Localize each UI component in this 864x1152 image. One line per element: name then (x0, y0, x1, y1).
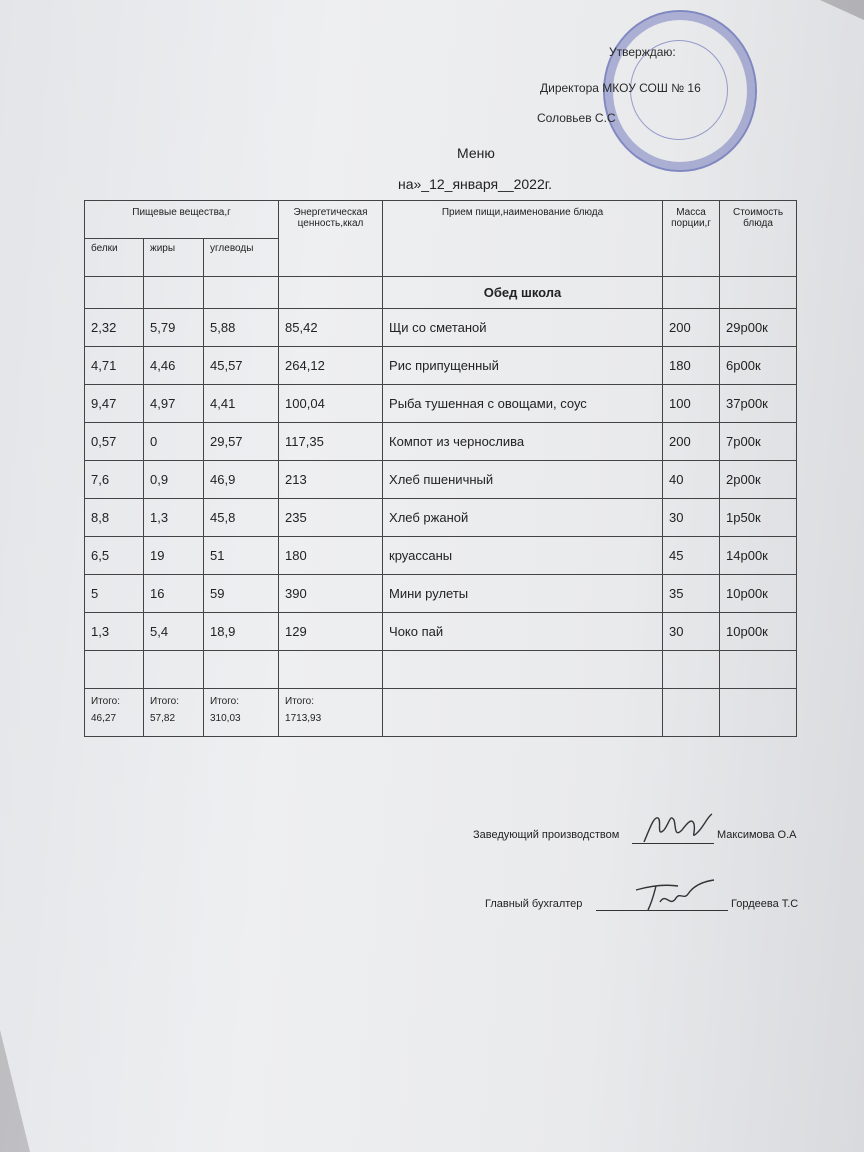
accountant-name: Гордеева Т.С (731, 898, 799, 910)
carbs-cell: 59 (204, 575, 279, 613)
dish-cell: Компот из чернослива (383, 423, 663, 461)
dish-cell: Хлеб пшеничный (383, 461, 663, 499)
cost-cell: 37р00к (720, 385, 797, 423)
carbs-cell: 45,57 (204, 347, 279, 385)
table-row (85, 499, 797, 537)
proteins-cell: 4,71 (85, 347, 144, 385)
fats-cell: 0 (144, 423, 204, 461)
fats-cell: 16 (144, 575, 204, 613)
fats-cell: 0,9 (144, 461, 204, 499)
cost-cell: 10р00к (720, 613, 797, 651)
header-dish: Прием пищи,наименование блюда (383, 201, 663, 277)
accountant-role: Главный бухгалтер (485, 898, 583, 910)
dish-cell: Рис припущенный (383, 347, 663, 385)
cost-cell: 2р00к (720, 461, 797, 499)
header-mass: Масса порции,г (663, 201, 720, 277)
proteins-cell: 0,57 (85, 423, 144, 461)
dish-cell: Чоко пай (383, 613, 663, 651)
carbs-cell: 29,57 (204, 423, 279, 461)
header-cost: Стоимость блюда (720, 201, 797, 277)
fats-cell: 1,3 (144, 499, 204, 537)
section-title: Обед школа (383, 277, 663, 309)
energy-cell: 213 (279, 461, 383, 499)
dish-cell: круассаны (383, 537, 663, 575)
director-position: Директора МКОУ СОШ № 16 (540, 81, 701, 95)
cost-cell: 1р50к (720, 499, 797, 537)
header-energy: Энергетическая ценность,ккал (279, 201, 383, 277)
header-fats: жиры (144, 239, 204, 277)
proteins-cell: 6,5 (85, 537, 144, 575)
mass-cell: 40 (663, 461, 720, 499)
table-row (85, 347, 797, 385)
menu-table (84, 200, 797, 737)
document-date: на»_12_января__2022г. (398, 176, 553, 192)
energy-cell: 390 (279, 575, 383, 613)
mass-cell: 35 (663, 575, 720, 613)
energy-cell: 264,12 (279, 347, 383, 385)
energy-cell: 235 (279, 499, 383, 537)
carbs-cell: 4,41 (204, 385, 279, 423)
carbs-cell: 46,9 (204, 461, 279, 499)
dish-cell: Рыба тушенная с овощами, соус (383, 385, 663, 423)
mass-cell: 30 (663, 499, 720, 537)
accountant-signature (630, 878, 720, 914)
total-energy: Итого: 1713,93 (279, 689, 383, 737)
carbs-cell: 5,88 (204, 309, 279, 347)
production-signature (640, 808, 718, 848)
proteins-cell: 1,3 (85, 613, 144, 651)
energy-cell: 129 (279, 613, 383, 651)
cost-cell: 29р00к (720, 309, 797, 347)
mass-cell: 30 (663, 613, 720, 651)
table-row (85, 575, 797, 613)
proteins-cell: 9,47 (85, 385, 144, 423)
empty-row (85, 651, 797, 689)
approve-label: Утверждаю: (609, 45, 676, 59)
energy-cell: 100,04 (279, 385, 383, 423)
energy-cell: 117,35 (279, 423, 383, 461)
proteins-cell: 8,8 (85, 499, 144, 537)
production-role: Заведующий производством (473, 829, 620, 841)
header-carbs: углеводы (204, 239, 279, 277)
cost-cell: 10р00к (720, 575, 797, 613)
header-proteins: белки (85, 239, 144, 277)
header-nutrients: Пищевые вещества,г (85, 201, 279, 239)
carbs-cell: 18,9 (204, 613, 279, 651)
energy-cell: 85,42 (279, 309, 383, 347)
table-row (85, 423, 797, 461)
fats-cell: 4,46 (144, 347, 204, 385)
table-row (85, 309, 797, 347)
table-row (85, 613, 797, 651)
production-name: Максимова О.А (717, 829, 797, 841)
proteins-cell: 5 (85, 575, 144, 613)
mass-cell: 45 (663, 537, 720, 575)
dish-cell: Щи со сметаной (383, 309, 663, 347)
mass-cell: 200 (663, 423, 720, 461)
dish-cell: Хлеб ржаной (383, 499, 663, 537)
document-title: Меню (457, 145, 495, 161)
cost-cell: 14р00к (720, 537, 797, 575)
carbs-cell: 51 (204, 537, 279, 575)
total-proteins: Итого: 46,27 (85, 689, 144, 737)
table-row (85, 537, 797, 575)
proteins-cell: 7,6 (85, 461, 144, 499)
section-row (85, 277, 797, 309)
carbs-cell: 45,8 (204, 499, 279, 537)
total-fats: Итого: 57,82 (144, 689, 204, 737)
total-carbs: Итого: 310,03 (204, 689, 279, 737)
energy-cell: 180 (279, 537, 383, 575)
fats-cell: 5,79 (144, 309, 204, 347)
dish-cell: Мини рулеты (383, 575, 663, 613)
cost-cell: 6р00к (720, 347, 797, 385)
director-name: Соловьев С.С (537, 111, 616, 125)
proteins-cell: 2,32 (85, 309, 144, 347)
fats-cell: 19 (144, 537, 204, 575)
fats-cell: 5,4 (144, 613, 204, 651)
mass-cell: 180 (663, 347, 720, 385)
totals-row (85, 689, 797, 737)
mass-cell: 200 (663, 309, 720, 347)
table-row (85, 461, 797, 499)
mass-cell: 100 (663, 385, 720, 423)
fats-cell: 4,97 (144, 385, 204, 423)
table-row (85, 385, 797, 423)
cost-cell: 7р00к (720, 423, 797, 461)
